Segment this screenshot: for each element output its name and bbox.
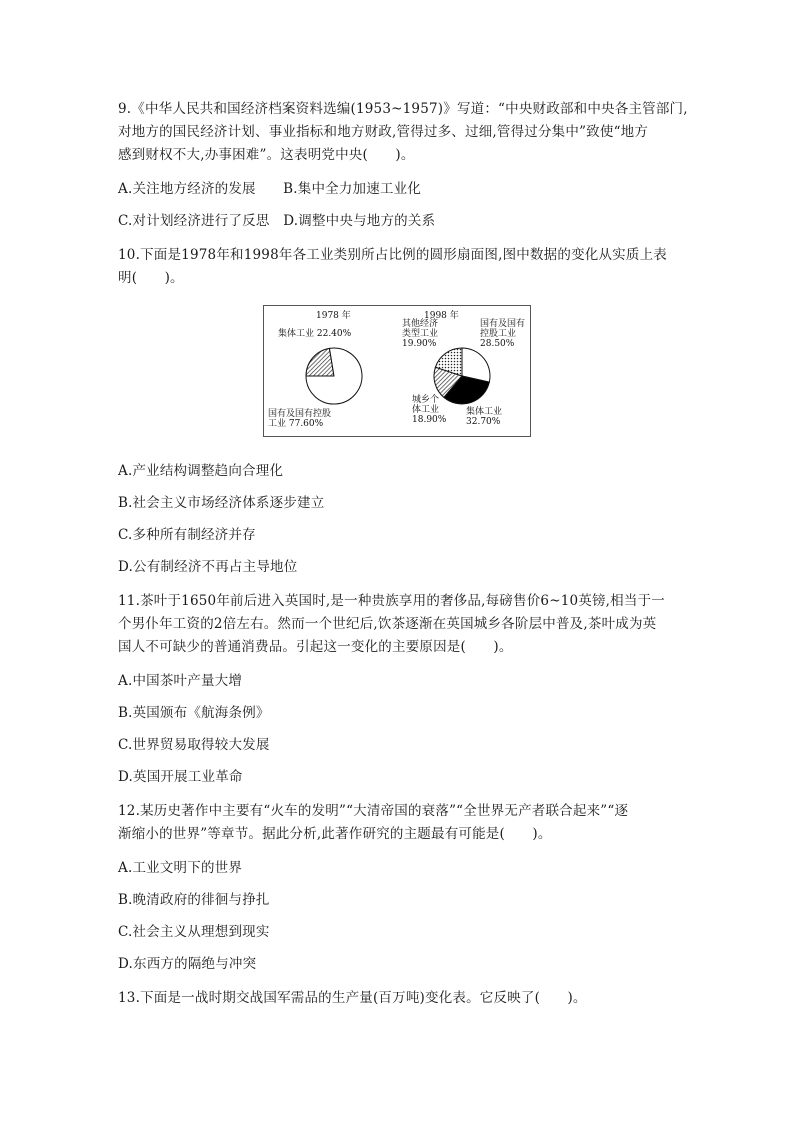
pie-1978-label-state <box>268 407 331 429</box>
pie-1998-label-collective <box>466 405 502 427</box>
pie-1978-label-state-line: 国有及国有控股 <box>268 409 332 419</box>
pie-1998-title-line: 1998 年 <box>424 311 459 321</box>
q10-option-b: B.社会主义市场经济体系逐步建立 <box>118 495 325 511</box>
q9-stem-line-2: 对地方的国民经济计划、事业指标和地方财政,管得过多、过细,管得过分集中”致使“地方 <box>118 124 649 140</box>
q12-option-d: D.东西方的隔绝与冲突 <box>118 956 257 972</box>
q12-option-b: B.晚清政府的徘徊与挣扎 <box>118 892 270 908</box>
pie-1978-label-state-line: 工业 77.60% <box>268 419 324 429</box>
pie-1998-label-state <box>480 317 525 349</box>
pie-1998-label-other-line: 19.90% <box>402 339 437 349</box>
pie-1998-label-state-line: 控股工业 <box>480 329 517 339</box>
pie-1998-label-state-line: 国有及国有 <box>480 319 526 329</box>
q12-stem-line-1: 12.某历史著作中主要有“火车的发明”“大清帝国的衰落”“全世界无产者联合起来”“逐 <box>118 803 629 819</box>
q9-stem-line-1: 9.《中华人民共和国经济档案资料选编(1953~1957)》写道：“中央财政部和中央各主管部门, <box>118 101 688 117</box>
pie-1978-label-collective <box>278 327 352 339</box>
q11-option-d: D.英国开展工业革命 <box>118 769 243 785</box>
industry-pie-chart-figure <box>263 305 531 437</box>
q10-stem-line-1: 10.下面是1978年和1998年各工业类别所占比例的圆形扇面图,图中数据的变化从实质上表 <box>118 247 667 263</box>
q10-stem-line-2: 明( )。 <box>118 270 184 286</box>
pie-1998-label-individual-line: 18.90% <box>412 415 447 425</box>
q13-stem-line-1: 13.下面是一战时期交战国军需品的生产量(百万吨)变化表。它反映了( )。 <box>118 990 587 1006</box>
q12-option-a: A.工业文明下的世界 <box>118 860 243 876</box>
pie-1998-label-other <box>402 317 438 349</box>
pie-1998-label-collective-line: 32.70% <box>466 417 501 427</box>
q11-option-c: C.世界贸易取得较大发展 <box>118 737 270 753</box>
pie-1998-label-other-line: 类型工业 <box>402 329 439 339</box>
pie-1998-label-other-line: 其他经济 <box>402 319 439 329</box>
pie-1978-label-collective-line: 集体工业 22.40% <box>278 329 352 339</box>
pie-1998-label-individual <box>412 393 447 425</box>
pie-1998-label-state-line: 28.50% <box>480 339 515 349</box>
pie-1978-title-line: 1978 年 <box>316 311 351 321</box>
q11-option-b: B.英国颁布《航海条例》 <box>118 705 270 721</box>
q11-stem-line-2: 个男仆年工资的2倍左右。然而一个世纪后,饮茶逐渐在英国城乡各阶层中普及,茶叶成为英 <box>118 616 657 632</box>
q11-stem-line-1: 11.茶叶于1650年前后进入英国时,是一种贵族享用的奢侈品,每磅售价6~10英镑,相当于一 <box>118 593 665 609</box>
q11-stem-line-3: 国人不可缺少的普通消费品。引起这一变化的主要原因是( )。 <box>118 639 513 655</box>
q10-option-c: C.多种所有制经济并存 <box>118 527 256 543</box>
q12-stem-line-2: 渐缩小的世界”等章节。据此分析,此著作研究的主题最有可能是( )。 <box>118 826 552 842</box>
q9-options-cd: C.对计划经济进行了反思 D.调整中央与地方的关系 <box>118 213 436 229</box>
q9-stem-line-3: 感到财权不大,办事困难”。这表明党中央( )。 <box>118 147 415 163</box>
pie-1978-title <box>316 309 351 321</box>
q9-options-ab: A.关注地方经济的发展 B.集中全力加速工业化 <box>118 181 422 197</box>
pie-1998-label-collective-line: 集体工业 <box>466 407 503 417</box>
pie-charts-svg <box>264 306 530 436</box>
pie-1998-label-individual-line: 城乡个 <box>412 395 440 405</box>
pie-1998-label-individual-line: 体工业 <box>412 405 440 415</box>
q10-option-d: D.公有制经济不再占主导地位 <box>118 559 298 575</box>
q10-option-a: A.产业结构调整趋向合理化 <box>118 463 284 479</box>
q12-option-c: C.社会主义从理想到现实 <box>118 924 270 940</box>
q11-option-a: A.中国茶叶产量大增 <box>118 673 243 689</box>
